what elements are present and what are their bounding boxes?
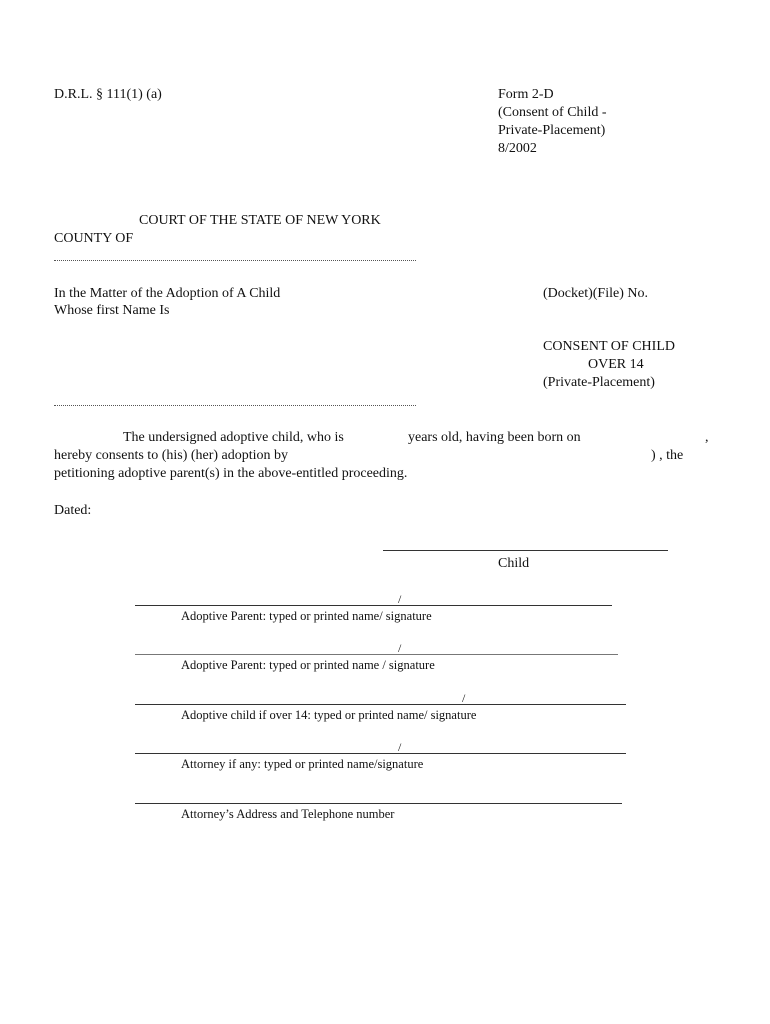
county-label: COUNTY OF (54, 231, 134, 246)
attorney-address-label: Attorney’s Address and Telephone number (181, 807, 395, 821)
statute-reference: D.R.L. § 111(1) (a) (54, 87, 162, 102)
form-date: 8/2002 (498, 141, 537, 156)
attorney-label: Attorney if any: typed or printed name/signature (181, 757, 424, 771)
signature-slash-3: / (462, 691, 466, 705)
form-number: Form 2-D (498, 87, 554, 102)
adoptive-parent-1-label: Adoptive Parent: typed or printed name/ signature (181, 609, 432, 623)
adoptive-child-label: Adoptive child if over 14: typed or printed name/ signature (181, 708, 477, 722)
consent-title-line3: (Private-Placement) (543, 375, 655, 390)
signature-slash-4: / (398, 740, 402, 754)
dated-label: Dated: (54, 503, 92, 518)
county-dotted-line (54, 260, 416, 261)
signature-slash-1: / (398, 592, 402, 606)
consent-title-line2: OVER 14 (588, 357, 644, 372)
court-title: COURT OF THE STATE OF NEW YORK (139, 213, 381, 228)
body-line1-comma: , (705, 430, 709, 445)
child-signature-line[interactable] (383, 550, 668, 551)
signature-slash-2: / (398, 641, 402, 655)
docket-number-label: (Docket)(File) No. (543, 286, 648, 301)
caption-dotted-line (54, 405, 416, 406)
adoptive-parent-2-label: Adoptive Parent: typed or printed name / signature (181, 658, 435, 672)
body-line3: petitioning adoptive parent(s) in the above-entitled proceeding. (54, 466, 408, 481)
attorney-address-line[interactable] (135, 803, 622, 804)
consent-title-line1: CONSENT OF CHILD (543, 339, 675, 354)
body-line1-part2: years old, having been born on (408, 430, 581, 445)
matter-line1: In the Matter of the Adoption of A Child (54, 286, 281, 301)
body-line1-part1: The undersigned adoptive child, who is (123, 430, 344, 445)
form-description-line2: Private-Placement) (498, 123, 606, 138)
adoptive-parent-2-signature-line[interactable] (135, 654, 618, 655)
child-label: Child (498, 556, 530, 571)
attorney-signature-line[interactable] (135, 753, 626, 754)
body-line2-part1: hereby consents to (his) (her) adoption by (54, 448, 289, 463)
matter-line2: Whose first Name Is (54, 303, 170, 318)
body-line2-part2: ) , the (651, 448, 684, 463)
adoptive-parent-1-signature-line[interactable] (135, 605, 612, 606)
form-description-line1: (Consent of Child - (498, 105, 607, 120)
adoptive-child-signature-line[interactable] (135, 704, 626, 705)
